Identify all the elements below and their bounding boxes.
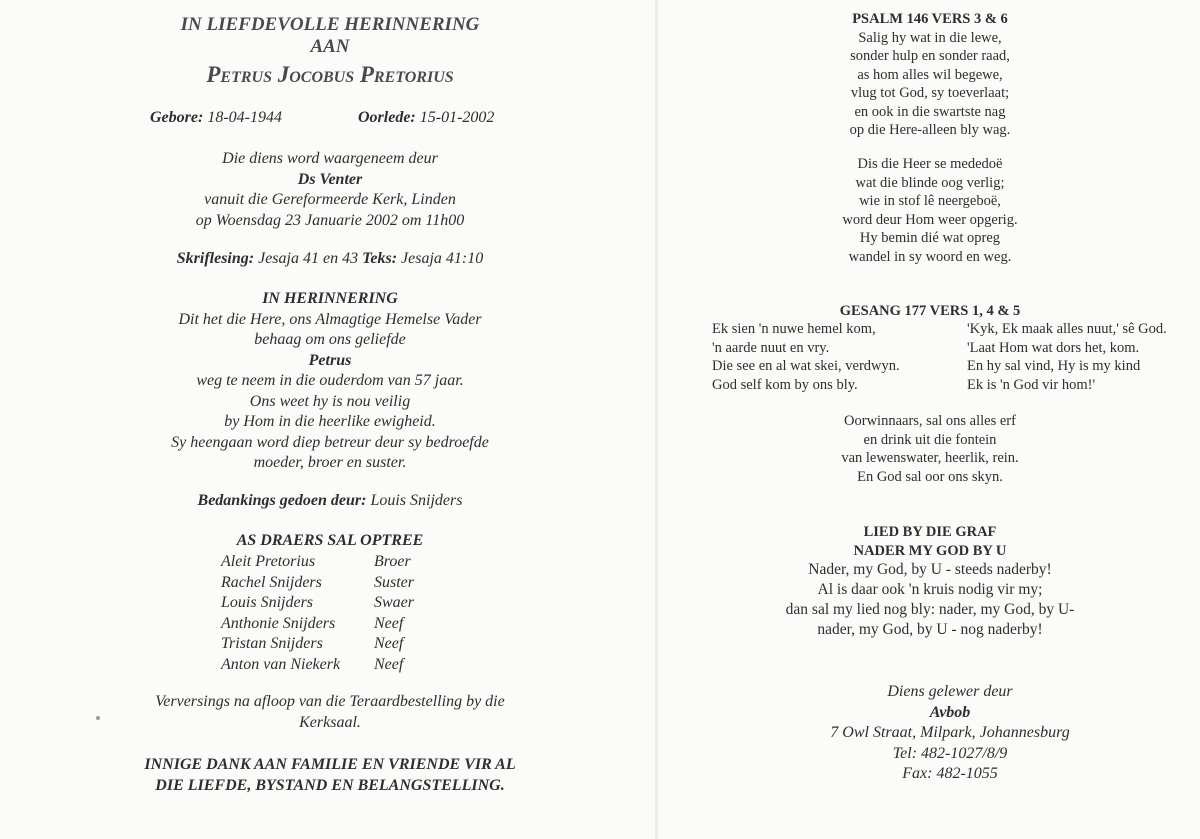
verse-line: Salig hy wat in die lewe, xyxy=(858,29,1002,46)
gesang-verse-right xyxy=(967,320,1167,394)
verse-line: van lewenswater, heerlik, rein. xyxy=(841,450,1019,466)
bearers-title: AS DRAERS SAL OPTREE xyxy=(236,532,424,549)
list-item xyxy=(221,573,414,594)
psalm-title: PSALM 146 VERS 3 & 6 xyxy=(852,11,1008,27)
thanks-line xyxy=(100,491,560,512)
psalm-verse-2 xyxy=(660,155,1200,266)
memorial-heading xyxy=(100,14,560,58)
refreshments-line: Kerksaal. xyxy=(299,713,361,731)
bearer-name: Louis Snijders xyxy=(221,594,314,611)
text-label: Teks: xyxy=(362,250,398,267)
bearer-name: Aleit Pretorius xyxy=(221,553,316,570)
verse-line: Die see en al wat skei, verdwyn. xyxy=(712,358,900,374)
refreshments-note xyxy=(100,692,560,733)
verse-line: Nader, my God, by U - steeds naderby! xyxy=(808,561,1052,578)
died-label: Oorlede: xyxy=(358,109,416,126)
company-name: Avbob xyxy=(929,703,971,721)
verse-line: nader, my God, by U - nog naderby! xyxy=(817,621,1043,638)
memoriam-line: weg te neem in die ouderdom van 57 jaar. xyxy=(196,372,464,389)
bearer-relation: Suster xyxy=(374,573,414,591)
gesang-verse-3 xyxy=(660,412,1200,486)
memoriam-line: Dit het die Here, ons Almagtige Hemelse Vader xyxy=(178,310,482,328)
grave-song-lyrics xyxy=(660,560,1200,640)
died-value: 15-01-2002 xyxy=(419,109,495,126)
closing-thanks xyxy=(80,755,580,796)
verse-line: Al is daar ook 'n kruis nodig vir my; xyxy=(817,581,1043,598)
service-line-4: op Woensdag 23 Januarie 2002 om 11h00 xyxy=(195,211,465,229)
bearer-name: Anthonie Snijders xyxy=(221,614,336,632)
bearer-relation: Neef xyxy=(374,614,404,632)
scan-mark xyxy=(96,716,100,720)
gesang-title: GESANG 177 VERS 1, 4 & 5 xyxy=(839,303,1021,319)
funeral-service-credit xyxy=(820,682,1080,785)
memoriam-person: Petrus xyxy=(308,351,352,369)
bearer-name: Tristan Snijders xyxy=(221,635,323,652)
verse-line: Hy bemin dié wat opreg xyxy=(859,230,1001,246)
memoriam-line: moeder, broer en suster. xyxy=(253,454,407,471)
verse-line: 'n aarde nuut en vry. xyxy=(712,339,830,356)
heading-line-2: AAN xyxy=(310,36,350,57)
verse-line: wie in stof lê neergeboë, xyxy=(859,193,1001,209)
verse-line: Ek sien 'n nuwe hemel kom, xyxy=(712,321,876,337)
verse-line: 'Kyk, Ek maak alles nuut,' sê God. xyxy=(967,321,1167,337)
verse-line: Ek is 'n God vir hom!' xyxy=(967,376,1096,393)
verse-line: en ook in die swartste nag xyxy=(854,103,1006,120)
grave-title-1: LIED BY DIE GRAF xyxy=(863,524,997,540)
bearer-name: Anton van Niekerk xyxy=(221,655,341,673)
verse-line: 'Laat Hom wat dors het, kom. xyxy=(967,339,1140,356)
memoriam-title: IN HERINNERING xyxy=(262,290,398,307)
company-tel: Tel: 482-1027/8/9 xyxy=(892,744,1008,762)
grave-title-2: NADER MY GOD BY U xyxy=(853,542,1007,559)
right-page xyxy=(660,0,1200,839)
verse-line: op die Here-alleen bly wag. xyxy=(849,122,1011,138)
closing-line: INNIGE DANK AAN FAMILIE EN VRIENDE VIR AL xyxy=(144,756,516,773)
list-item xyxy=(221,634,414,655)
bearer-relation: Neef xyxy=(374,635,404,652)
service-by: Diens gelewer deur xyxy=(887,683,1013,700)
minister-name: Ds Venter xyxy=(297,170,363,188)
verse-line: wat die blinde oog verlig; xyxy=(855,174,1005,191)
service-line-3: vanuit die Gereformeerde Kerk, Linden xyxy=(204,191,456,208)
scripture-reading xyxy=(100,249,560,270)
bearer-relation: Neef xyxy=(374,655,404,673)
verse-line: God self kom by ons bly. xyxy=(712,376,858,393)
born-value: 18-04-1944 xyxy=(207,109,282,126)
born-label: Gebore: xyxy=(150,109,204,126)
page-fold xyxy=(655,0,658,839)
list-item xyxy=(221,593,414,614)
gesang-verse-left xyxy=(712,320,900,394)
grave-song-titles xyxy=(660,523,1200,560)
bearer-relation: Broer xyxy=(374,553,411,570)
company-fax: Fax: 482-1055 xyxy=(902,765,998,782)
deceased-name: Petrus Jocobus Pretorius xyxy=(206,62,454,87)
bearer-relation: Swaer xyxy=(374,594,414,611)
memoriam-line: Ons weet hy is nou veilig xyxy=(249,392,411,410)
verse-line: Dis die Heer se mededoë xyxy=(857,156,1003,172)
died-date xyxy=(358,109,494,127)
verse-line: dan sal my lied nog bly: nader, my God, by U- xyxy=(785,601,1075,618)
thanks-value: Louis Snijders xyxy=(370,492,463,509)
list-item xyxy=(221,552,414,573)
closing-line: DIE LIEFDE, BYSTAND EN BELANGSTELLING. xyxy=(155,776,505,794)
service-info xyxy=(100,149,560,231)
thanks-label: Bedankings gedoen deur: xyxy=(197,492,367,509)
memoriam-line: by Hom in die heerlike ewigheid. xyxy=(224,413,436,430)
bearers-list xyxy=(221,552,414,675)
list-item xyxy=(221,614,414,635)
text-value: Jesaja 41:10 xyxy=(401,250,484,267)
verse-line: Oorwinnaars, sal ons alles erf xyxy=(844,413,1016,429)
psalm-section xyxy=(660,10,1200,140)
service-line-1: Die diens word waargeneem deur xyxy=(222,150,438,167)
born-date xyxy=(150,109,282,127)
memoriam-section xyxy=(100,289,560,474)
verse-line: En God sal oor ons skyn. xyxy=(857,468,1003,485)
verse-line: En hy sal vind, Hy is my kind xyxy=(967,358,1141,374)
heading-line-1: IN LIEFDEVOLLE HERINNERING xyxy=(180,14,480,35)
verse-line: word deur Hom weer opgerig. xyxy=(842,211,1018,228)
refreshments-line: Verversings na afloop van die Teraardbestelling by die xyxy=(155,693,505,710)
list-item xyxy=(221,655,414,676)
bearer-name: Rachel Snijders xyxy=(221,573,322,591)
company-address: 7 Owl Straat, Milpark, Johannesburg xyxy=(830,724,1070,741)
verse-line: en drink uit die fontein xyxy=(863,431,997,448)
memoriam-line: behaag om ons geliefde xyxy=(254,331,406,348)
reading-value: Jesaja 41 en 43 xyxy=(258,250,359,267)
verse-line: sonder hulp en sonder raad, xyxy=(850,48,1010,64)
verse-line: wandel in sy woord en weg. xyxy=(848,248,1012,265)
verse-line: as hom alles wil begewe, xyxy=(857,66,1003,83)
memoriam-line: Sy heengaan word diep betreur deur sy bedroefde xyxy=(171,433,489,451)
verse-line: vlug tot God, sy toeverlaat; xyxy=(850,85,1010,101)
reading-label: Skriflesing: xyxy=(176,250,255,267)
